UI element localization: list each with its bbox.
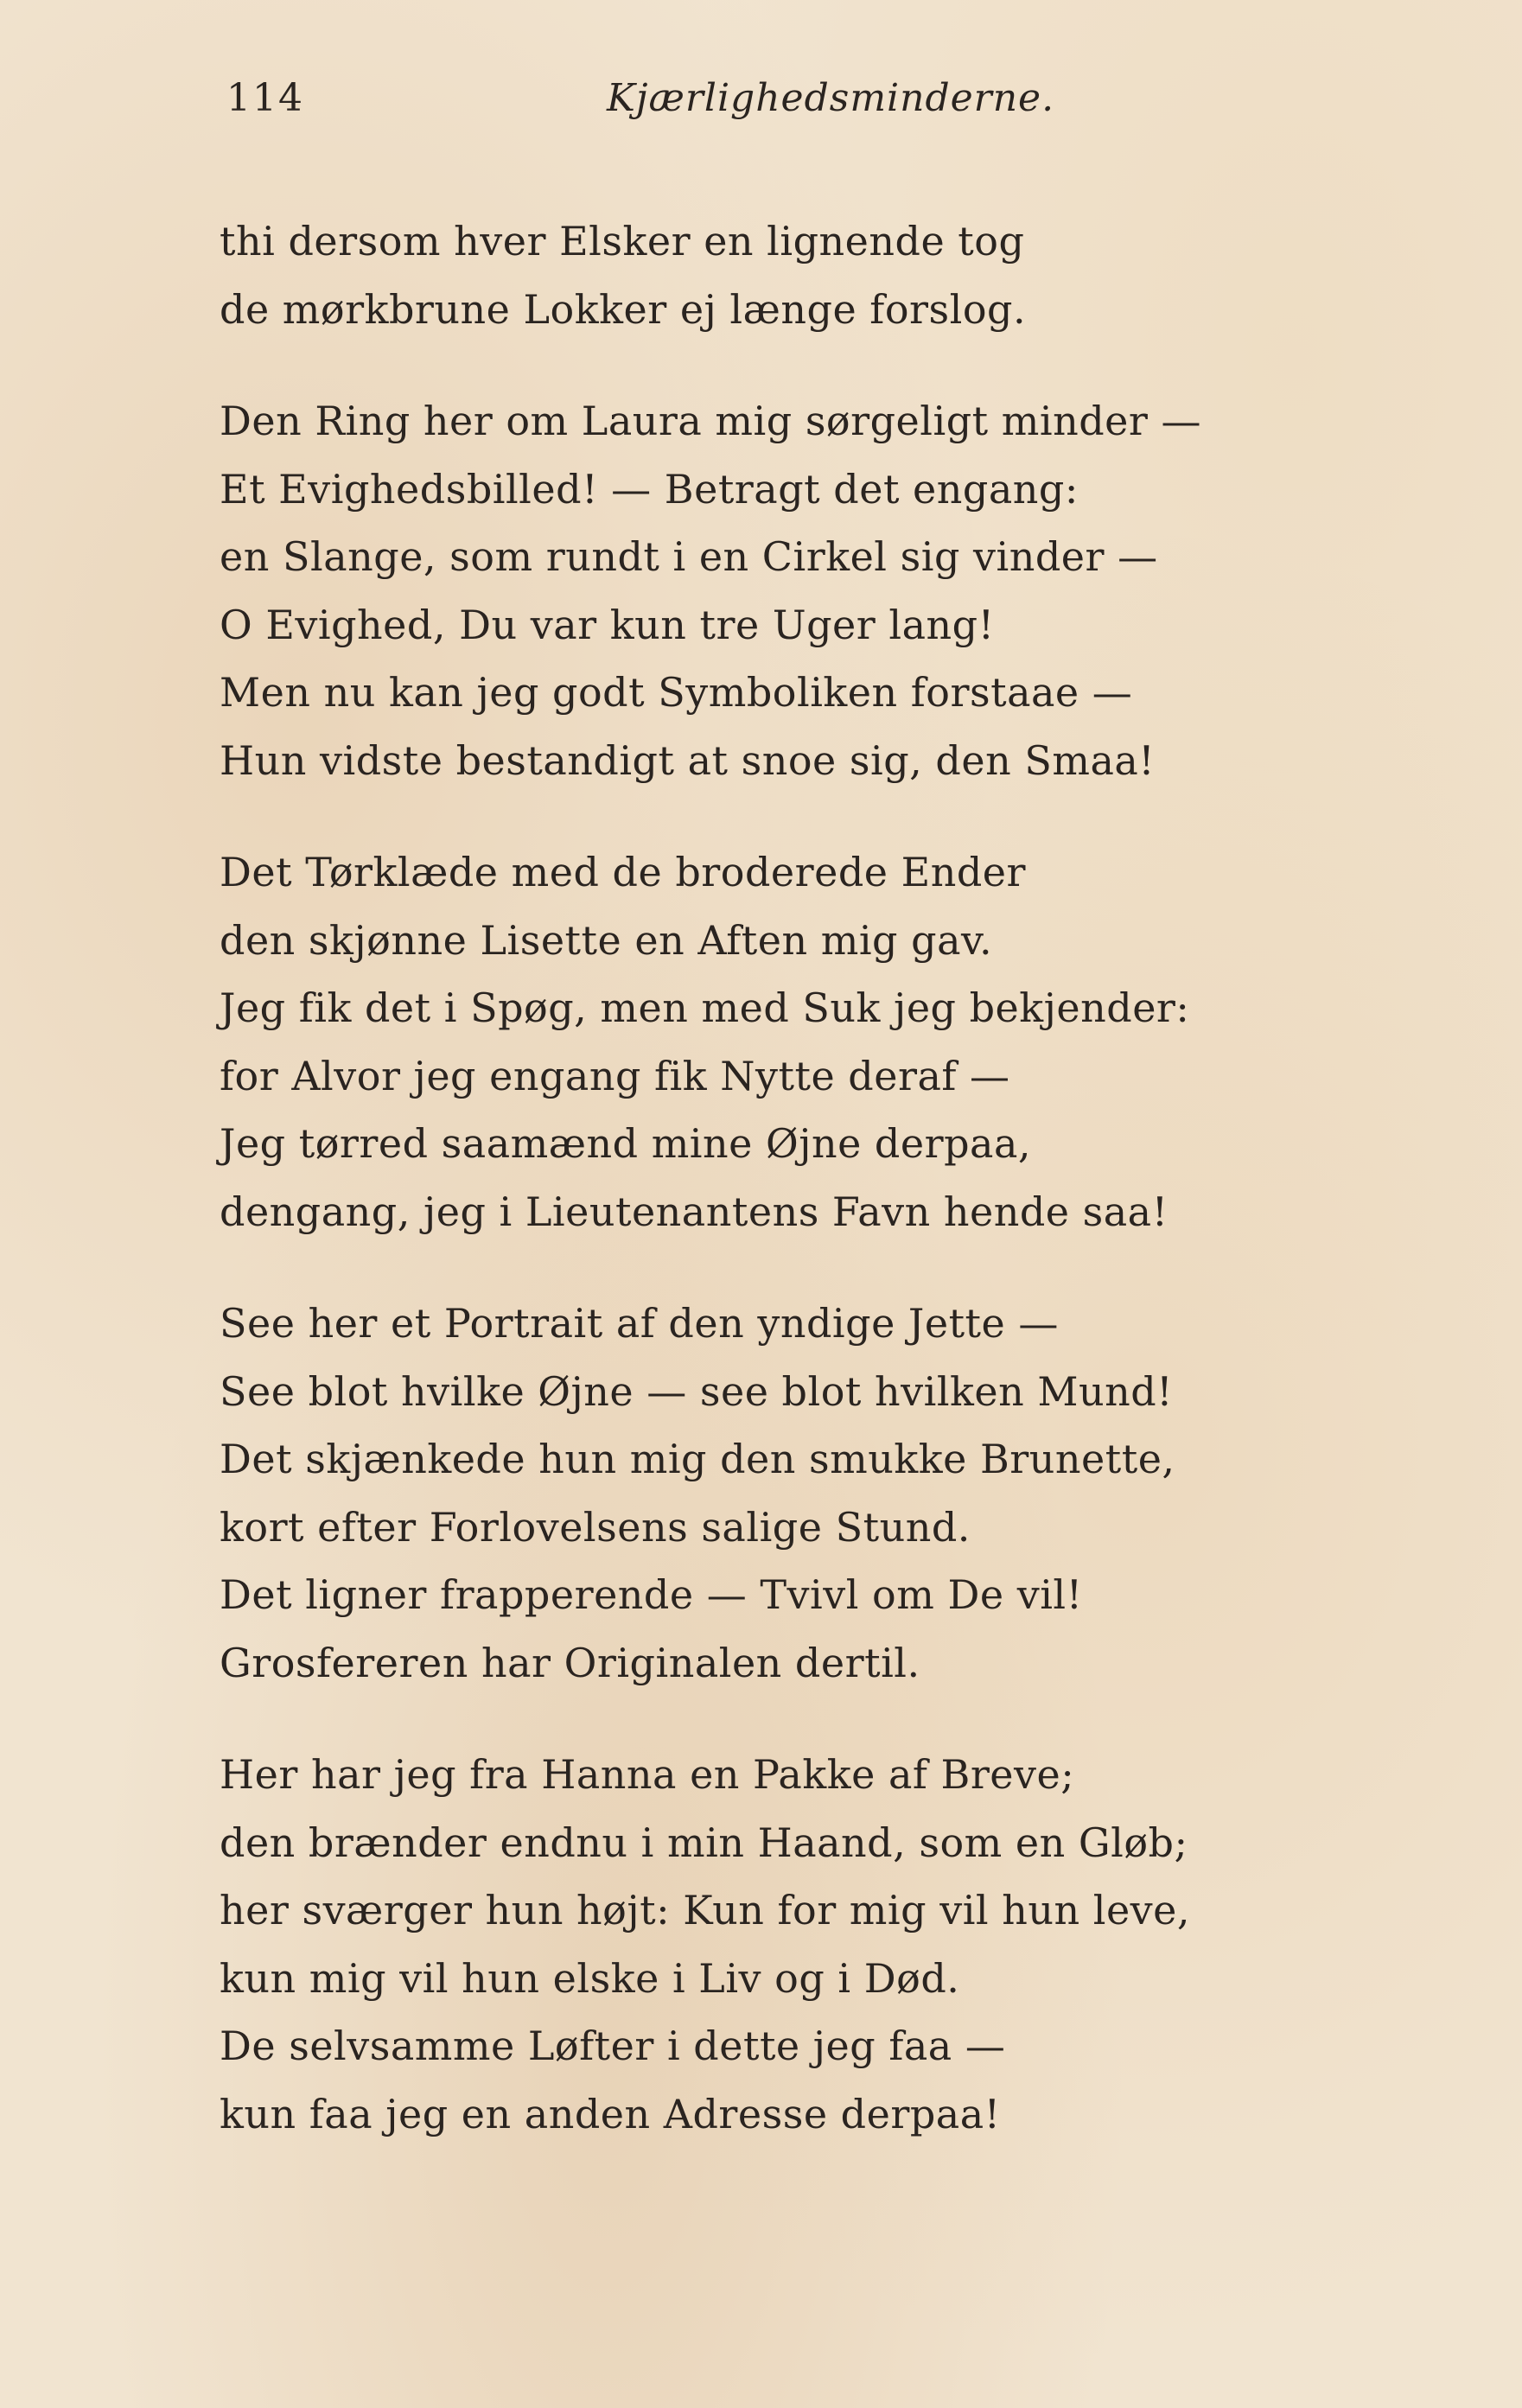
stanza-5	[220, 1741, 1343, 2148]
poem-line: Det ligner frapperende — Tvivl om De vil!	[220, 1571, 1083, 1618]
poem-line: Jeg fik det i Spøg, men med Suk jeg bekjender:	[220, 984, 1190, 1031]
poem-line: De selvsamme Løfter i dette jeg faa —	[220, 2023, 1006, 2069]
stanza-4	[220, 1290, 1343, 1697]
poem-line: thi dersom hver Elsker en lignende tog	[220, 218, 1025, 264]
poem-line: Jeg tørred saamænd mine Øjne derpaa,	[220, 1120, 1032, 1167]
poem-line: See her et Portrait af den yndige Jette —	[220, 1300, 1059, 1347]
poem-line: Det Tørklæde med de broderede Ender	[220, 849, 1026, 895]
poem-line: Men nu kan jeg godt Symboliken forstaae —	[220, 669, 1133, 716]
page-header	[226, 76, 1055, 128]
poem-line: kun faa jeg en anden Adresse derpaa!	[220, 2090, 1001, 2137]
stanza-1	[220, 207, 1343, 343]
poem-line: kort efter Forlovelsens salige Stund.	[220, 1503, 971, 1551]
poem-line: Det skjænkede hun mig den smukke Brunette,	[220, 1436, 1175, 1482]
poem-line: O Evighed, Du var kun tre Uger lang!	[220, 601, 995, 648]
poem-line: Et Evighedsbilled! — Betragt det engang:	[220, 465, 1079, 513]
poem-line: Hun vidste bestandigt at snoe sig, den Smaa!	[220, 736, 1156, 784]
poem-line: Den Ring her om Laura mig sørgeligt minder —	[220, 398, 1201, 444]
poem-line: dengang, jeg i Lieutenantens Favn hende saa!	[220, 1188, 1169, 1235]
poem-line: Grosfereren har Originalen dertil.	[220, 1639, 920, 1686]
stanza-2	[220, 387, 1343, 794]
poem-line: den skjønne Lisette en Aften mig gav.	[220, 916, 993, 964]
stanza-3	[220, 838, 1343, 1245]
poem-line: den brænder endnu i min Haand, som en Gløb;	[220, 1819, 1188, 1866]
page-number: 114	[226, 76, 304, 120]
poem-line: Her har jeg fra Hanna en Pakke af Breve;	[220, 1751, 1075, 1798]
poem-line: See blot hvilke Øjne — see blot hvilken Mund!	[220, 1367, 1174, 1415]
poem-line: en Slange, som rundt i en Cirkel sig vinder —	[220, 533, 1158, 580]
poem-line: her sværger hun højt: Kun for mig vil hun leve,	[220, 1887, 1191, 1933]
poem-line: de mørkbrune Lokker ej længe forslog.	[220, 285, 1027, 333]
poem-line: kun mig vil hun elske i Liv og i Død.	[220, 1954, 960, 2002]
poem-text	[220, 207, 1343, 2192]
poem-line: for Alvor jeg engang fik Nytte deraf —	[220, 1052, 1010, 1099]
running-title: Kjærlighedsminderne.	[607, 76, 1055, 120]
